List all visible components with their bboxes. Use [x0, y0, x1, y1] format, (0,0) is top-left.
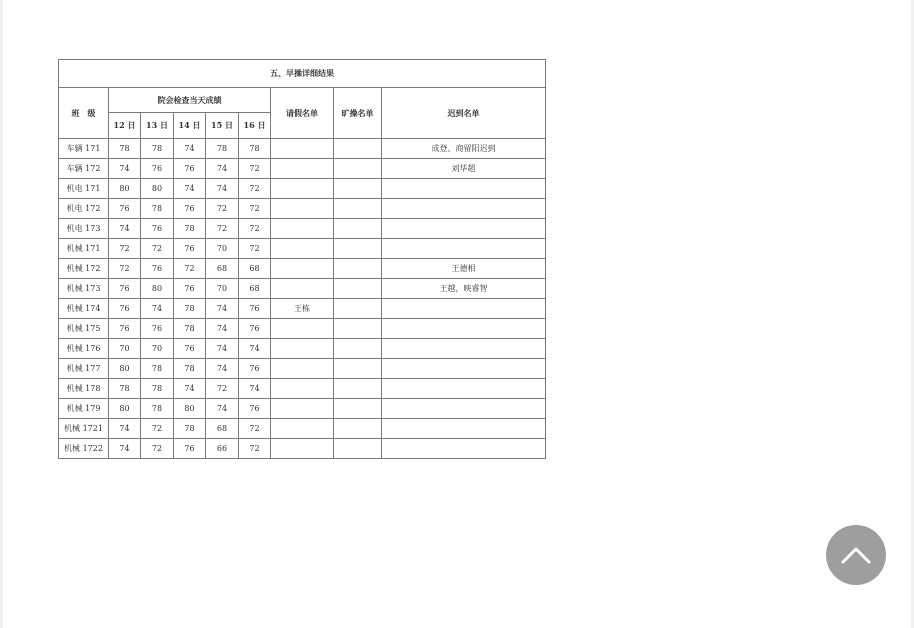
leave-cell [271, 219, 334, 239]
absent-cell [334, 279, 382, 299]
class-header: 班 级 [59, 88, 109, 139]
score-cell: 80 [109, 359, 141, 379]
score-cell: 70 [206, 279, 239, 299]
class-cell: 机电 172 [59, 199, 109, 219]
score-cell: 74 [206, 179, 239, 199]
score-cell: 72 [206, 219, 239, 239]
absent-cell [334, 159, 382, 179]
score-cell: 68 [239, 279, 271, 299]
class-cell: 车辆 171 [59, 139, 109, 159]
late-cell [382, 319, 546, 339]
absent-cell [334, 299, 382, 319]
class-cell: 机械 172 [59, 259, 109, 279]
late-cell [382, 439, 546, 459]
late-cell [382, 339, 546, 359]
score-cell: 72 [239, 179, 271, 199]
score-cell: 78 [174, 319, 206, 339]
absent-cell [334, 219, 382, 239]
score-cell: 76 [141, 259, 174, 279]
score-cell: 76 [109, 299, 141, 319]
score-cell: 76 [239, 359, 271, 379]
class-cell: 机械 177 [59, 359, 109, 379]
absent-cell [334, 139, 382, 159]
late-cell [382, 299, 546, 319]
late-cell [382, 179, 546, 199]
score-cell: 74 [239, 379, 271, 399]
absent-cell [334, 379, 382, 399]
late-cell [382, 379, 546, 399]
table-row [59, 299, 546, 319]
score-cell: 72 [239, 439, 271, 459]
score-cell: 76 [174, 159, 206, 179]
score-cell: 76 [141, 319, 174, 339]
score-cell: 68 [206, 419, 239, 439]
class-cell: 车辆 172 [59, 159, 109, 179]
score-cell: 78 [141, 139, 174, 159]
score-cell: 72 [206, 379, 239, 399]
late-cell: 刘华超 [382, 159, 546, 179]
score-cell: 74 [109, 439, 141, 459]
absent-header: 旷操名单 [334, 88, 382, 139]
score-cell: 76 [174, 239, 206, 259]
score-cell: 72 [239, 159, 271, 179]
leave-cell [271, 279, 334, 299]
day-header: 16 日 [239, 113, 271, 139]
leave-cell: 王栋 [271, 299, 334, 319]
absent-cell [334, 339, 382, 359]
late-cell: 王德相 [382, 259, 546, 279]
score-cell: 76 [174, 279, 206, 299]
score-cell: 72 [174, 259, 206, 279]
document-page [3, 0, 911, 628]
leave-cell [271, 379, 334, 399]
day-header: 12 日 [109, 113, 141, 139]
score-cell: 74 [206, 159, 239, 179]
late-cell: 王越，映睿智 [382, 279, 546, 299]
table-row [59, 259, 546, 279]
leave-cell [271, 239, 334, 259]
table-row [59, 179, 546, 199]
class-cell: 机械 178 [59, 379, 109, 399]
score-cell: 78 [174, 219, 206, 239]
score-cell: 76 [239, 399, 271, 419]
class-cell: 机械 175 [59, 319, 109, 339]
table-row [59, 339, 546, 359]
score-cell: 78 [141, 359, 174, 379]
table-row [59, 199, 546, 219]
class-cell: 机械 1721 [59, 419, 109, 439]
class-cell: 机械 176 [59, 339, 109, 359]
score-cell: 72 [141, 439, 174, 459]
class-cell: 机械 173 [59, 279, 109, 299]
score-cell: 78 [174, 299, 206, 319]
score-cell: 78 [174, 419, 206, 439]
absent-cell [334, 439, 382, 459]
late-header: 迟到名单 [382, 88, 546, 139]
score-cell: 78 [141, 199, 174, 219]
score-cell: 74 [206, 399, 239, 419]
leave-cell [271, 319, 334, 339]
absent-cell [334, 419, 382, 439]
score-cell: 76 [109, 199, 141, 219]
score-cell: 72 [239, 239, 271, 259]
table-row [59, 419, 546, 439]
leave-cell [271, 199, 334, 219]
score-cell: 72 [239, 419, 271, 439]
score-cell: 78 [141, 379, 174, 399]
leave-cell [271, 359, 334, 379]
leave-cell [271, 399, 334, 419]
score-cell: 78 [141, 399, 174, 419]
table-row [59, 219, 546, 239]
score-cell: 78 [109, 379, 141, 399]
score-cell: 76 [141, 219, 174, 239]
score-group-header: 院会检查当天成绩 [109, 88, 271, 113]
chevron-up-icon [839, 538, 873, 572]
leave-cell [271, 339, 334, 359]
score-cell: 80 [109, 399, 141, 419]
table-title: 五、早操详细结果 [59, 60, 546, 88]
late-cell [382, 199, 546, 219]
score-cell: 74 [109, 219, 141, 239]
leave-cell [271, 419, 334, 439]
score-cell: 78 [174, 359, 206, 379]
late-cell [382, 419, 546, 439]
score-cell: 74 [174, 179, 206, 199]
score-cell: 74 [174, 139, 206, 159]
score-cell: 72 [239, 199, 271, 219]
table-row [59, 379, 546, 399]
class-cell: 机电 173 [59, 219, 109, 239]
score-cell: 74 [206, 319, 239, 339]
score-cell: 70 [206, 239, 239, 259]
leave-cell [271, 159, 334, 179]
score-cell: 80 [141, 179, 174, 199]
late-cell [382, 399, 546, 419]
table-row [59, 359, 546, 379]
score-cell: 74 [109, 159, 141, 179]
table-row [59, 279, 546, 299]
absent-cell [334, 359, 382, 379]
absent-cell [334, 199, 382, 219]
leave-header: 请假名单 [271, 88, 334, 139]
absent-cell [334, 239, 382, 259]
score-cell: 70 [141, 339, 174, 359]
score-cell: 74 [239, 339, 271, 359]
score-cell: 80 [141, 279, 174, 299]
score-cell: 76 [109, 279, 141, 299]
score-cell: 78 [206, 139, 239, 159]
score-cell: 72 [109, 259, 141, 279]
leave-cell [271, 259, 334, 279]
class-cell: 机械 179 [59, 399, 109, 419]
late-cell [382, 239, 546, 259]
score-cell: 76 [141, 159, 174, 179]
table-row [59, 159, 546, 179]
late-cell [382, 219, 546, 239]
score-cell: 76 [239, 319, 271, 339]
score-cell: 72 [239, 219, 271, 239]
table-row [59, 319, 546, 339]
late-cell: 成登、商留阳迟到 [382, 139, 546, 159]
absent-cell [334, 319, 382, 339]
score-cell: 76 [239, 299, 271, 319]
late-cell [382, 359, 546, 379]
results-table [58, 59, 546, 459]
score-cell: 76 [109, 319, 141, 339]
score-cell: 74 [109, 419, 141, 439]
score-cell: 78 [109, 139, 141, 159]
day-header: 13 日 [141, 113, 174, 139]
score-cell: 68 [206, 259, 239, 279]
score-cell: 66 [206, 439, 239, 459]
table-row [59, 139, 546, 159]
score-cell: 72 [109, 239, 141, 259]
score-cell: 74 [206, 339, 239, 359]
leave-cell [271, 439, 334, 459]
score-cell: 68 [239, 259, 271, 279]
score-cell: 74 [206, 299, 239, 319]
score-cell: 72 [206, 199, 239, 219]
score-cell: 70 [109, 339, 141, 359]
score-cell: 76 [174, 339, 206, 359]
absent-cell [334, 259, 382, 279]
score-cell: 72 [141, 239, 174, 259]
score-cell: 74 [141, 299, 174, 319]
table-row [59, 399, 546, 419]
score-cell: 80 [109, 179, 141, 199]
absent-cell [334, 399, 382, 419]
absent-cell [334, 179, 382, 199]
day-header: 15 日 [206, 113, 239, 139]
score-cell: 78 [239, 139, 271, 159]
class-cell: 机械 174 [59, 299, 109, 319]
scroll-to-top-button[interactable] [826, 525, 886, 585]
class-cell: 机械 171 [59, 239, 109, 259]
class-cell: 机械 1722 [59, 439, 109, 459]
leave-cell [271, 179, 334, 199]
score-cell: 76 [174, 439, 206, 459]
class-cell: 机电 171 [59, 179, 109, 199]
table-row [59, 439, 546, 459]
score-cell: 74 [174, 379, 206, 399]
score-cell: 72 [141, 419, 174, 439]
score-cell: 74 [206, 359, 239, 379]
score-cell: 80 [174, 399, 206, 419]
table-row [59, 239, 546, 259]
score-cell: 76 [174, 199, 206, 219]
leave-cell [271, 139, 334, 159]
day-header: 14 日 [174, 113, 206, 139]
